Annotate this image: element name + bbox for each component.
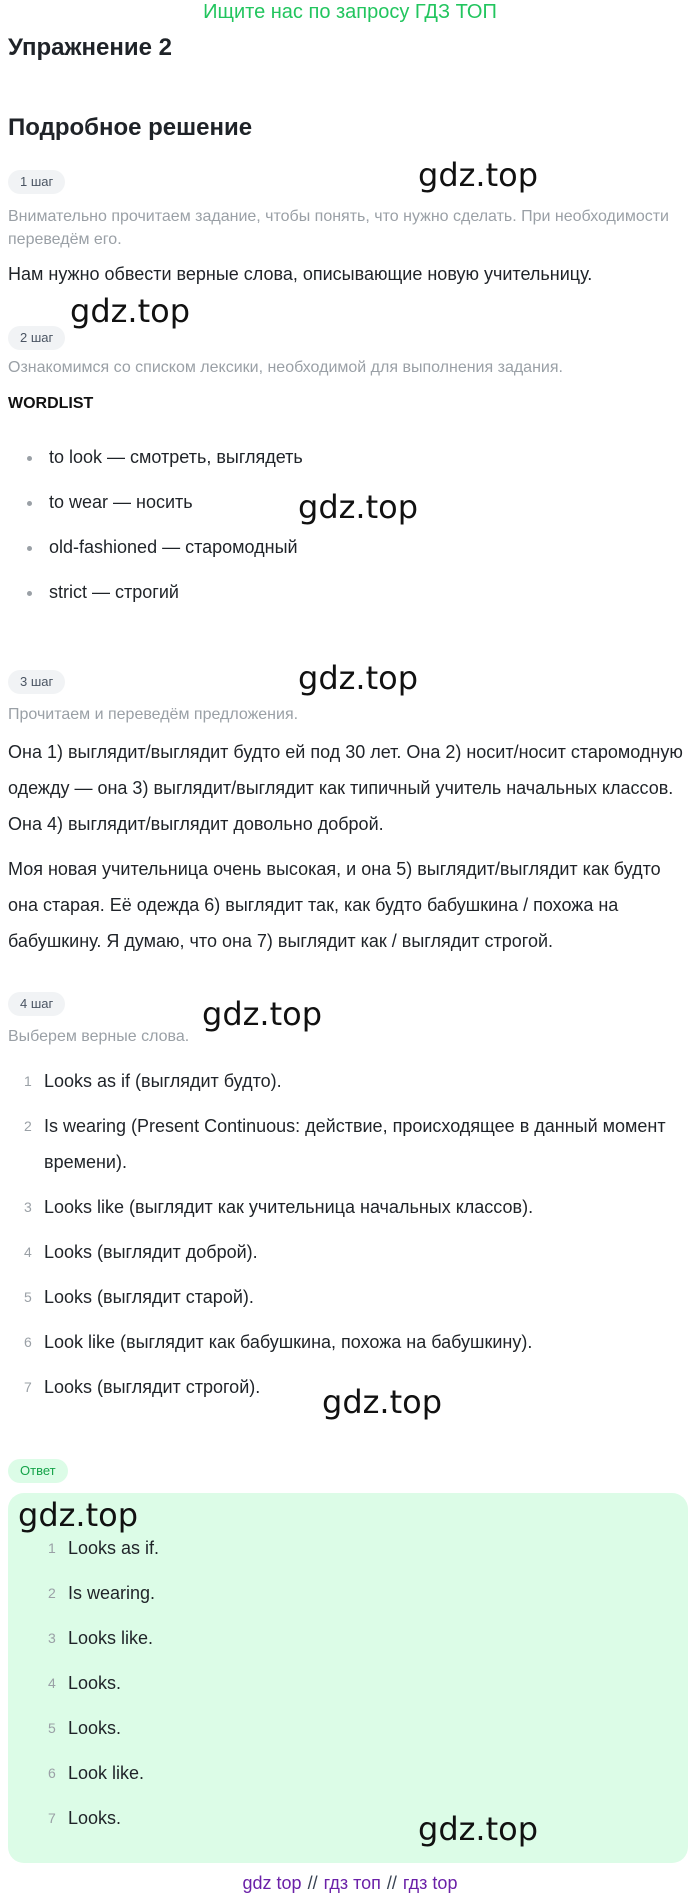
list-number: 4 (24, 1244, 32, 1260)
footer-separator: // (307, 1873, 318, 1893)
list-item: old-fashioned — старомодный (8, 530, 692, 575)
footer-separator: // (386, 1873, 397, 1893)
wordlist-title: WORDLIST (8, 395, 94, 412)
list-item (8, 1108, 692, 1180)
list-item: to look — смотреть, выглядеть (8, 440, 692, 485)
watermark: gdz.top (418, 1810, 539, 1848)
list-number: 6 (48, 1765, 56, 1781)
list-text: Is wearing. (68, 1583, 156, 1603)
list-number: 7 (48, 1810, 56, 1826)
step-4-badge: 4 шаг (8, 992, 65, 1016)
footer-link-gdz-top[interactable]: gdz top (242, 1873, 302, 1893)
list-number: 2 (48, 1585, 56, 1601)
list-item (8, 1189, 692, 1225)
paragraph-1: Она 1) выглядит/выглядит будто ей под 30 лет. Она 2) носит/носит старомодную одежду — она 3) выглядит/выглядит как типичный учитель начальных классов. Она 4) выглядит/выглядит довольно доброй. (8, 742, 683, 834)
list-number: 7 (24, 1379, 32, 1395)
list-number: 2 (24, 1118, 32, 1134)
paragraph-2: Моя новая учительница очень высокая, и она 5) выглядит/выглядит как будто она старая. Её одежда 6) выглядит так, как будто бабушкина / похожа на бабушкину. Я думаю, что она 7) выглядит как / выглядит строгой. (8, 859, 661, 951)
list-item (8, 1324, 692, 1360)
watermark: gdz.top (418, 156, 539, 194)
list-item: strict — строгий (8, 575, 692, 620)
list-text: Look like (выглядит как бабушкина, похожа на бабушкину). (44, 1332, 533, 1352)
list-number: 3 (24, 1199, 32, 1215)
choices-list (8, 1063, 692, 1414)
list-text: Looks (выглядит старой). (44, 1287, 254, 1307)
list-number: 3 (48, 1630, 56, 1646)
list-text: Looks. (68, 1718, 122, 1738)
list-text: Is wearing (Present Continuous: действие, происходящее в данный момент времени). (44, 1116, 666, 1172)
watermark: gdz.top (298, 488, 419, 526)
watermark: gdz.top (202, 995, 323, 1033)
list-text: Looks as if (выглядит будто). (44, 1071, 282, 1091)
step-1-badge: 1 шаг (8, 170, 65, 194)
list-text: Looks (выглядит доброй). (44, 1242, 258, 1262)
step-3-hint: Прочитаем и переведём предложения. (8, 706, 299, 723)
step-2-hint: Ознакомимся со списком лексики, необходимой для выполнения задания. (8, 359, 563, 376)
answer-badge: Ответ (8, 1459, 68, 1483)
list-number: 6 (24, 1334, 32, 1350)
list-item (8, 1063, 692, 1099)
step-1-hint: Внимательно прочитаем задание, чтобы понять, что нужно сделать. При необходимости переведём его. (8, 208, 669, 248)
list-text: Look like. (68, 1763, 145, 1783)
list-text: Looks as if. (68, 1538, 160, 1558)
watermark: gdz.top (322, 1383, 443, 1421)
list-text: Looks. (68, 1808, 122, 1828)
list-item (8, 1531, 668, 1576)
list-item (8, 1756, 668, 1801)
list-item (8, 1279, 692, 1315)
list-item (8, 1576, 668, 1621)
search-banner: Ищите нас по запросу ГДЗ ТОП (203, 1, 497, 23)
list-text: Looks. (68, 1673, 122, 1693)
footer-links (0, 1872, 700, 1894)
list-item (8, 1621, 668, 1666)
list-item: to wear — носить (8, 485, 692, 530)
list-item (8, 1234, 692, 1270)
watermark: gdz.top (70, 292, 191, 330)
list-text: Looks like. (68, 1628, 154, 1648)
wordlist (8, 440, 692, 620)
watermark: gdz.top (298, 659, 419, 697)
solution-title: Подробное решение (8, 114, 253, 141)
list-item (8, 1711, 668, 1756)
list-number: 5 (24, 1289, 32, 1305)
list-number: 5 (48, 1720, 56, 1736)
list-number: 1 (24, 1073, 32, 1089)
step-3-badge: 3 шаг (8, 670, 65, 694)
exercise-title: Упражнение 2 (8, 34, 172, 61)
list-number: 4 (48, 1675, 56, 1691)
list-item (8, 1666, 668, 1711)
answers-list (8, 1531, 668, 1846)
step-2-badge: 2 шаг (8, 326, 65, 350)
list-item (8, 1801, 668, 1846)
step-4-hint: Выберем верные слова. (8, 1028, 190, 1045)
list-number: 1 (48, 1540, 56, 1556)
list-text: Looks (выглядит строгой). (44, 1377, 261, 1397)
watermark: gdz.top (18, 1496, 139, 1534)
footer-link-gdz-top-mixed[interactable]: гдз top (402, 1873, 458, 1893)
footer-link-gdz-top-ru[interactable]: гдз топ (323, 1873, 381, 1893)
task-text: Нам нужно обвести верные слова, описывающие новую учительницу. (8, 264, 593, 284)
list-text: Looks like (выглядит как учительница начальных классов). (44, 1197, 534, 1217)
